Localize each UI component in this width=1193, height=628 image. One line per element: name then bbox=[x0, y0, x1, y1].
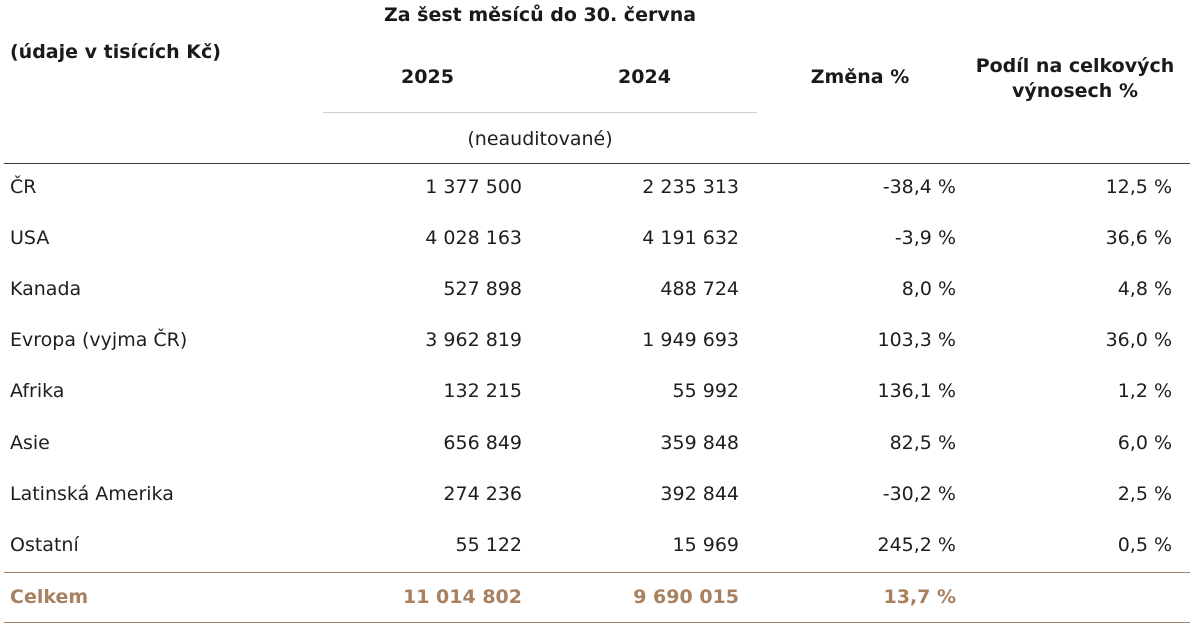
row-value-2024: 1 949 693 bbox=[642, 329, 739, 351]
header-rule bbox=[4, 163, 1190, 164]
total-bottom-rule bbox=[4, 622, 1190, 623]
row-region: Kanada bbox=[10, 278, 82, 300]
row-value-2025: 656 849 bbox=[443, 432, 522, 454]
row-share: 36,0 % bbox=[1105, 329, 1172, 351]
row-region: Asie bbox=[10, 432, 50, 454]
total-2024: 9 690 015 bbox=[633, 586, 739, 608]
row-value-2025: 132 215 bbox=[443, 380, 522, 402]
row-region: Evropa (vyjma ČR) bbox=[10, 329, 188, 351]
year-2025-header: 2025 bbox=[401, 66, 454, 88]
row-change: -30,2 % bbox=[882, 483, 956, 505]
years-divider bbox=[323, 112, 757, 113]
row-change: 8,0 % bbox=[901, 278, 956, 300]
share-header-line2: výnosech % bbox=[1012, 80, 1138, 102]
total-top-rule bbox=[4, 572, 1190, 573]
row-share: 6,0 % bbox=[1117, 432, 1172, 454]
change-header: Změna % bbox=[810, 66, 910, 88]
row-value-2025: 55 122 bbox=[455, 534, 522, 556]
row-change: 136,1 % bbox=[877, 380, 956, 402]
row-share: 0,5 % bbox=[1117, 534, 1172, 556]
row-region: ČR bbox=[10, 176, 37, 198]
row-change: -3,9 % bbox=[894, 227, 956, 249]
row-value-2024: 15 969 bbox=[672, 534, 739, 556]
share-header-line1: Podíl na celkových bbox=[975, 55, 1175, 77]
units-label: (údaje v tisících Kč) bbox=[10, 41, 221, 63]
row-value-2025: 4 028 163 bbox=[425, 227, 522, 249]
row-value-2024: 55 992 bbox=[672, 380, 739, 402]
row-value-2025: 3 962 819 bbox=[425, 329, 522, 351]
row-share: 12,5 % bbox=[1105, 176, 1172, 198]
row-region: Afrika bbox=[10, 380, 65, 402]
row-share: 2,5 % bbox=[1117, 483, 1172, 505]
row-value-2024: 488 724 bbox=[660, 278, 739, 300]
row-region: USA bbox=[10, 227, 50, 249]
row-share: 1,2 % bbox=[1117, 380, 1172, 402]
row-value-2025: 1 377 500 bbox=[425, 176, 522, 198]
period-header: Za šest měsíců do 30. června bbox=[383, 4, 697, 26]
row-value-2024: 4 191 632 bbox=[642, 227, 739, 249]
share-header bbox=[960, 54, 1190, 104]
row-region: Ostatní bbox=[10, 534, 79, 556]
total-change: 13,7 % bbox=[883, 586, 956, 608]
row-value-2024: 392 844 bbox=[660, 483, 739, 505]
row-change: 82,5 % bbox=[889, 432, 956, 454]
year-2024-header: 2024 bbox=[618, 66, 671, 88]
row-value-2024: 359 848 bbox=[660, 432, 739, 454]
row-value-2025: 527 898 bbox=[443, 278, 522, 300]
row-change: 245,2 % bbox=[877, 534, 956, 556]
row-change: 103,3 % bbox=[877, 329, 956, 351]
row-region: Latinská Amerika bbox=[10, 483, 174, 505]
audit-note: (neauditované) bbox=[467, 128, 613, 150]
row-value-2024: 2 235 313 bbox=[642, 176, 739, 198]
row-share: 36,6 % bbox=[1105, 227, 1172, 249]
row-share: 4,8 % bbox=[1117, 278, 1172, 300]
row-value-2025: 274 236 bbox=[443, 483, 522, 505]
total-2025: 11 014 802 bbox=[403, 586, 522, 608]
row-change: -38,4 % bbox=[882, 176, 956, 198]
total-label: Celkem bbox=[10, 586, 89, 608]
